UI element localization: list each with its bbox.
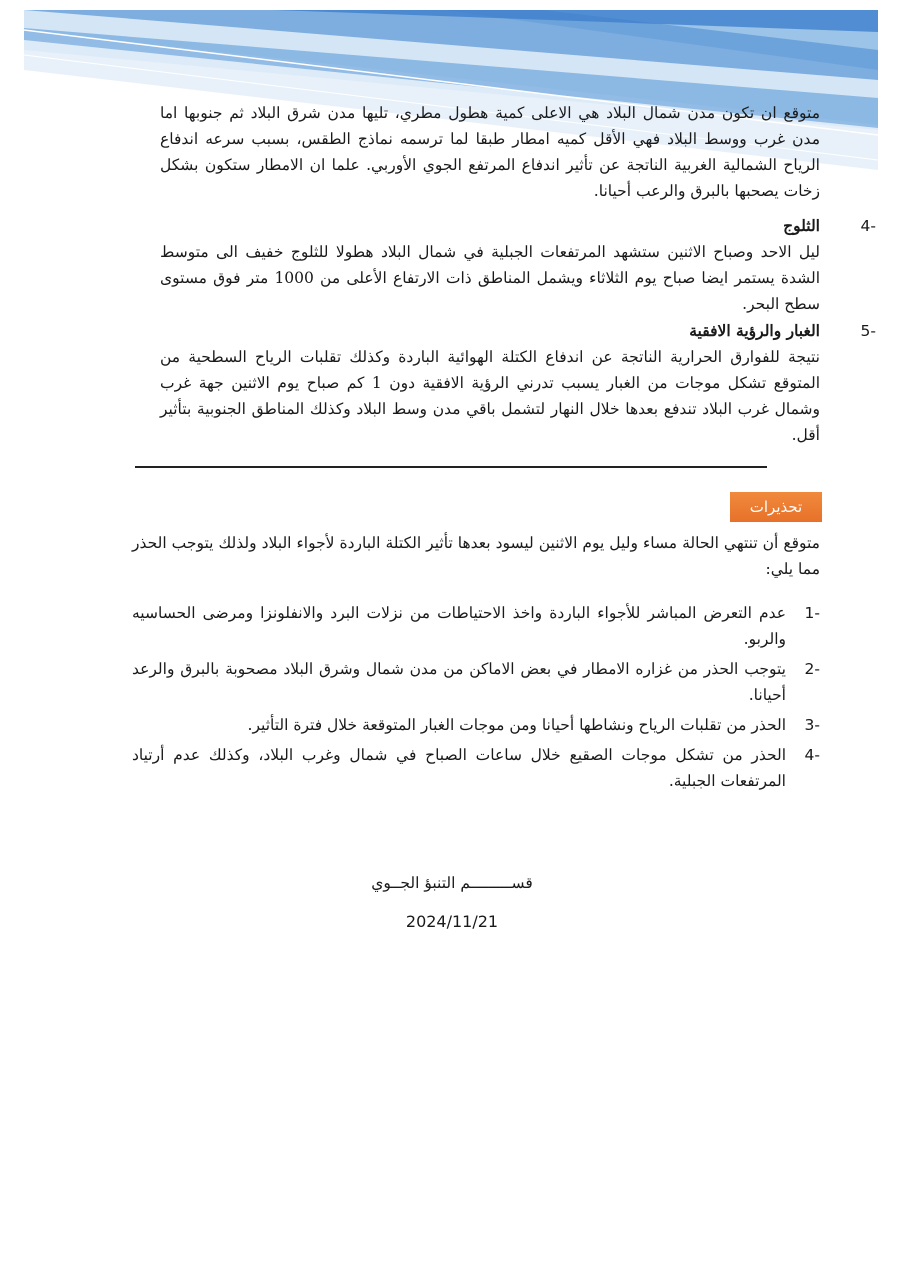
warning-item-number: -3: [804, 716, 820, 734]
section-5-text: نتيجة للفوارق الحرارية الناتجة عن اندفاع الكتلة الهوائية الباردة وكذلك تقلبات الرياح السطحية من المتوقع تشكل موجات من الغبار يسبب تدرني الرؤية الافقية دون 1 كم صباح يوم الاثنين جهة غرب وشمال غرب البلاد تندفع بعدها خلال النهار لتشمل باقي مدن وسط البلاد وكذلك المناطق الجنوبية بتأثير أقل.: [160, 348, 820, 444]
warnings-section: [132, 530, 820, 798]
warnings-badge: تحذيرات: [730, 492, 822, 522]
section-5-heading: [160, 318, 876, 344]
section-5-number: -5: [860, 322, 876, 340]
warning-item-text: الحذر من تقلبات الرياح ونشاطها أحيانا ومن موجات الغبار المتوقعة خلال فترة التأثير.: [247, 716, 786, 734]
warnings-intro: متوقع أن تنتهي الحالة مساء وليل يوم الاثنين ليسود بعدها تأثير الكتلة الباردة لأجواء البلاد ولذلك يتوجب الحذر مما يلي:: [132, 534, 820, 578]
document-date: 2024/11/21: [405, 912, 499, 931]
section-5: [160, 318, 876, 448]
warning-item: [132, 742, 820, 794]
section-4-text: ليل الاحد وصباح الاثنين ستشهد المرتفعات الجبلية في شمال البلاد هطولا للثلوج خفيف الى متوسط الشدة يستمر ايضا صباح يوم الثلاثاء ويشمل المناطق ذات الارتفاع الأعلى من 1000 متر فوق مستوى سطح البحر.: [160, 243, 821, 313]
section-divider: [135, 466, 767, 468]
section-4-title: الثلوج: [783, 216, 820, 235]
section-4: [160, 213, 876, 317]
section-5-title: الغبار والرؤية الافقية: [689, 321, 820, 340]
warning-item-text: الحذر من تشكل موجات الصقيع خلال ساعات الصباح في شمال وغرب البلاد، وكذلك عدم أرتياد المرتفعات الجبلية.: [132, 746, 786, 790]
warning-item-text: عدم التعرض المباشر للأجواء الباردة واخذ الاحتياطات من نزلات البرد والانفلونزا ومرضى الحساسيه والربو.: [132, 604, 786, 648]
warning-item: [132, 712, 820, 738]
section-4-number: -4: [860, 217, 876, 235]
section-3-text: متوقع ان تكون مدن شمال البلاد هي الاعلى كمية هطول مطري، تليها مدن شرق البلاد ثم جنوبها اما مدن غرب ووسط البلاد فهي الأقل كميه امطار طبقا لما ترسمه نماذج الطقس، بسبب سرعه اندفاع الرياح الشمالية الغربية الناتجة عن تأثير اندفاع المرتفع الجوي الأوربي. علما ان الامطار ستكون بشكل زخات يصحبها بالبرق والرعب أحيانا.: [160, 104, 820, 200]
section-3-tail: [160, 100, 820, 204]
warning-item-number: -4: [804, 746, 820, 764]
section-4-heading: [160, 213, 876, 239]
warning-item: [132, 656, 820, 708]
signature: قســـــــــم التنبؤ الجــوي: [371, 874, 533, 892]
warning-item-text: يتوجب الحذر من غزاره الامطار في بعض الاماكن من مدن شمال وشرق البلاد مصحوبة بالبرق والرعد أحيانا.: [132, 660, 786, 704]
warning-item-number: -1: [804, 604, 820, 622]
warning-item: [132, 600, 820, 652]
warning-item-number: -2: [804, 660, 820, 678]
